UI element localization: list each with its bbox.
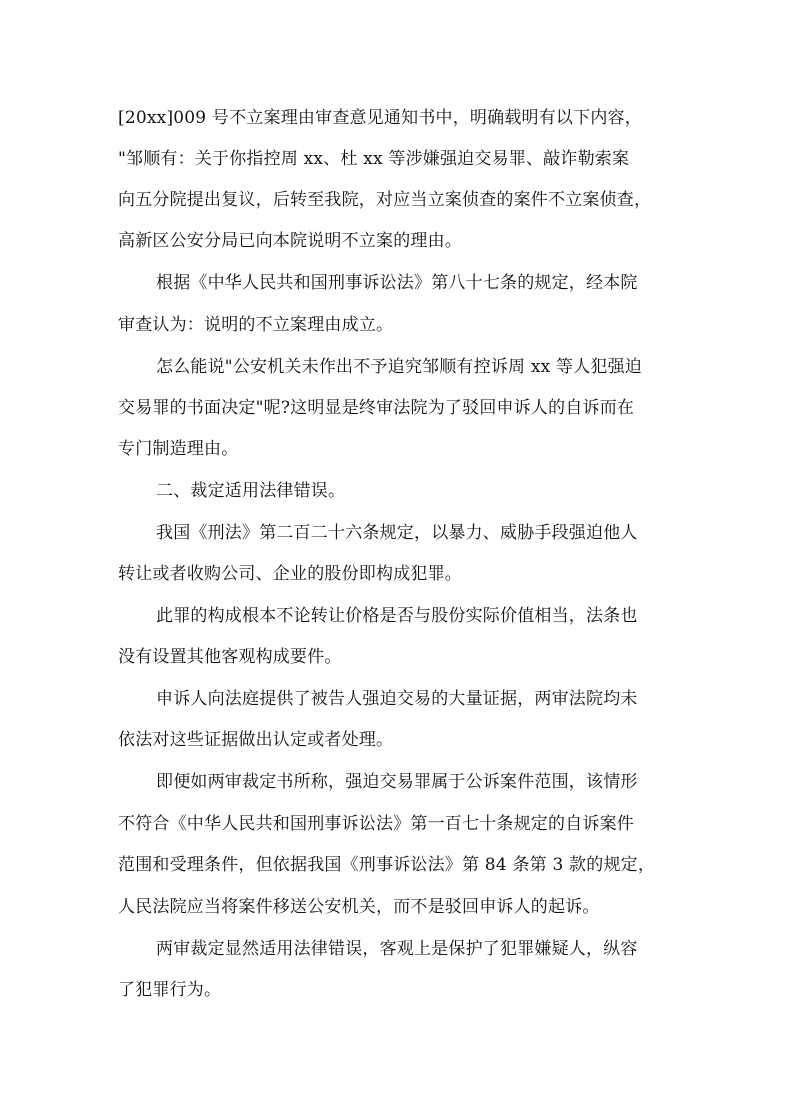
paragraph-start: 此罪的构成根本不论转让价格是否与股份实际价值相当，法条也: [156, 606, 638, 626]
text-line: 范围和受理条件，但依据我国《刑事诉讼法》第 84 条第 3 款的规定，: [118, 855, 656, 875]
text-line: 向五分院提出复议，后转至我院，对应当立案侦查的案件不立案侦查，: [118, 190, 652, 210]
paragraph-start: 我国《刑法》第二百二十六条规定，以暴力、威胁手段强迫他人: [156, 523, 638, 543]
paragraph-start: 申诉人向法庭提供了被告人强迫交易的大量证据，两审法院均未: [156, 689, 638, 709]
text-line: 审查认为：说明的不立案理由成立。: [118, 315, 394, 335]
text-line: 没有设置其他客观构成要件。: [118, 647, 342, 667]
text-line: 专门制造理由。: [118, 439, 239, 459]
paragraph-start: 即便如两审裁定书所称，强迫交易罪属于公诉案件范围，该情形: [156, 772, 638, 792]
paragraph-start: 根据《中华人民共和国刑事诉讼法》第八十七条的规定，经本院: [156, 273, 638, 293]
paragraph-start: 两审裁定显然适用法律错误，客观上是保护了犯罪嫌疑人，纵容: [156, 939, 638, 959]
text-line: 高新区公安分局已向本院说明不立案的理由。: [118, 231, 462, 251]
text-line: 人民法院应当将案件移送公安机关，而不是驳回申诉人的起诉。: [118, 897, 600, 917]
paragraph-start: 怎么能说"公安机关未作出不予追究邹顺有控诉周 xx 等人犯强迫: [156, 357, 643, 377]
text-line: 依法对这些证据做出认定或者处理。: [118, 730, 394, 750]
section-heading: 二、裁定适用法律错误。: [156, 481, 346, 501]
text-line: [20xx]009 号不立案理由审查意见通知书中，明确载明有以下内容，: [118, 108, 642, 128]
text-line: "邹顺有：关于你指控周 xx、杜 xx 等涉嫌强迫交易罪、敲诈勒索案: [118, 149, 630, 169]
text-line: 不符合《中华人民共和国刑事诉讼法》第一百七十条规定的自诉案件: [118, 814, 634, 834]
text-line: 转让或者收购公司、企业的股份即构成犯罪。: [118, 564, 462, 584]
text-line: 了犯罪行为。: [118, 980, 222, 1000]
text-line: 交易罪的书面决定"呢?这明显是终审法院为了驳回申诉人的自诉而在: [118, 398, 635, 418]
